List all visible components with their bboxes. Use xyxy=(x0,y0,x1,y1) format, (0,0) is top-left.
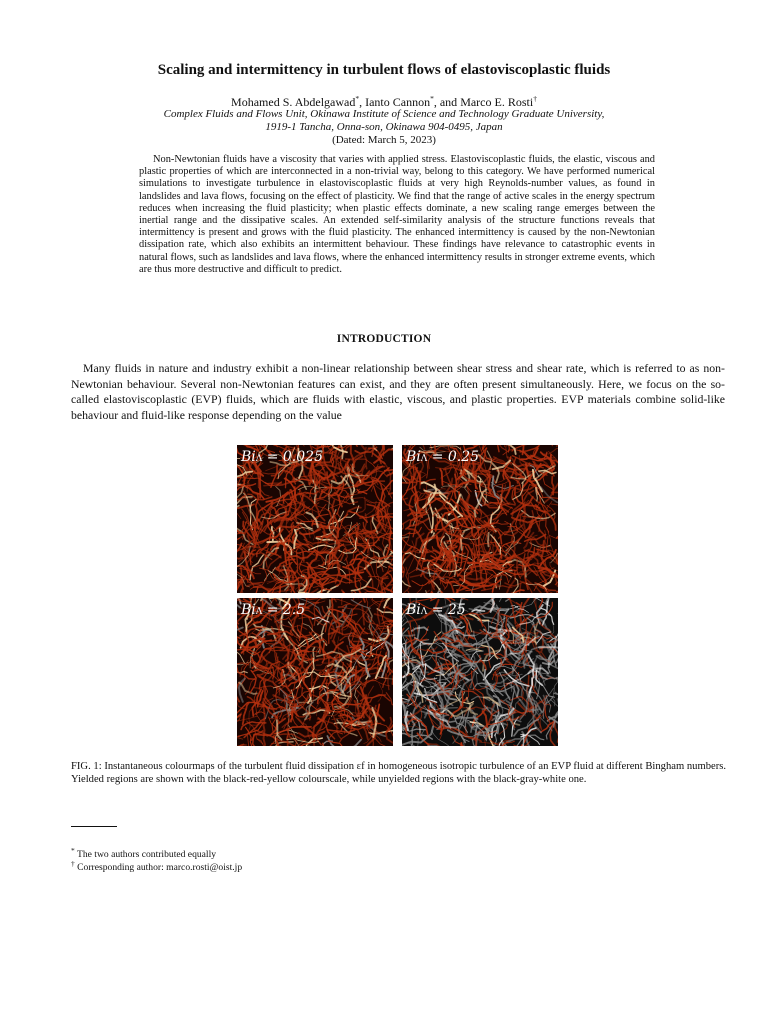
label-subscript: Λ xyxy=(255,454,263,464)
author-name: Mohamed S. Abdelgawad xyxy=(231,95,356,109)
figure-panel xyxy=(237,445,393,593)
label-value: = 0.025 xyxy=(262,449,323,465)
dissipation-colourmap xyxy=(237,445,393,593)
date-line: (Dated: March 5, 2023) xyxy=(332,134,436,146)
footnote-text: The two authors contributed equally xyxy=(74,849,217,861)
dissipation-colourmap xyxy=(402,445,558,593)
label-base: Bi xyxy=(406,449,421,465)
author-mark: * xyxy=(355,94,360,103)
figure-panel xyxy=(237,598,393,746)
figure-grid xyxy=(237,445,558,746)
affiliation-line: Complex Fluids and Flows Unit, Okinawa Institute of Science and Technology Graduate University, xyxy=(163,108,605,120)
figure-caption: FIG. 1: Instantaneous colourmaps of the turbulent fluid dissipation εf in homogeneous isotropic turbulence of an EVP fluid at different Bingham numbers. Yielded regions are shown with the black-red-yellow colourscale, while unyielded regions with the black-gray-white one. xyxy=(71,761,726,786)
panel-label xyxy=(406,602,466,618)
label-base: Bi xyxy=(406,602,421,618)
affiliation-line: 1919-1 Tancha, Onna-son, Okinawa 904-0495, Japan xyxy=(265,121,503,133)
footnote-mark: † xyxy=(71,859,75,868)
label-value: = 25 xyxy=(427,602,466,618)
label-subscript: Λ xyxy=(420,454,428,464)
author-mark: † xyxy=(533,94,537,103)
label-subscript: Λ xyxy=(420,607,428,617)
footnote-text: Corresponding author: marco.rosti@oist.jp xyxy=(74,862,243,874)
label-base: Bi xyxy=(241,449,256,465)
label-base: Bi xyxy=(241,602,256,618)
label-value: = 2.5 xyxy=(262,602,306,618)
panel-label xyxy=(241,602,305,618)
section-heading: INTRODUCTION xyxy=(336,333,432,345)
affiliation xyxy=(60,108,708,134)
author-name: Marco E. Rosti xyxy=(460,95,534,109)
footnote xyxy=(71,858,242,874)
dissipation-colourmap xyxy=(237,598,393,746)
author-separator: , and xyxy=(433,95,461,109)
abstract: Non-Newtonian fluids have a viscosity that varies with applied stress. Elastoviscoplastic fluids, the elastic, viscous and plastic properties of which are interconnected in a non-trivial way, belong to this category. We have performed numerical simulations to investigate turbulence in elastoviscoplastic fluids at very high Reynolds-number values, as found in landslides and lava flows, focusing on the effect of plasticity. We find that the range of active scales in the energy spectrum reduces when increasing the fluid plasticity; when plastic effects dominate, a new scaling range emerges between the inertial range and the dissipative scales. An extended self-similarity analysis of the structure functions reveals that intermittency is present and grows with the fluid plasticity. The enhanced intermittency is caused by the non-Newtonian dissipation rate, which also exhibits an intermittent behaviour. These findings have relevance to catastrophic events in natural flows, such as landslides and lava flows, where the enhanced intermittency results in stronger extreme events, which are thus more destructive and difficult to predict. xyxy=(139,154,655,275)
author-separator: , xyxy=(359,95,366,109)
panel-label xyxy=(406,449,479,465)
dissipation-colourmap xyxy=(402,598,558,746)
dissipation-filament xyxy=(264,725,266,745)
author-name: Ianto Cannon xyxy=(365,95,431,109)
intro-paragraph: Many fluids in nature and industry exhibit a non-linear relationship between shear stress and shear rate, which is referred to as non-Newtonian behaviour. Several non-Newtonian features can exist, and they are often present simultaneously. Here, we focus on the so-called elastoviscoplastic (EVP) fluids, which are fluids with elastic, viscous, and plastic properties. EVP materials combine solid-like behaviour and fluid-like response depending on the value xyxy=(71,361,725,422)
dissipation-filament xyxy=(419,560,436,561)
label-value: = 0.25 xyxy=(427,449,480,465)
figure-panel xyxy=(402,445,558,593)
footnote-mark: * xyxy=(71,846,75,855)
footnote-rule xyxy=(71,826,117,827)
label-subscript: Λ xyxy=(255,607,263,617)
panel-label xyxy=(241,449,323,465)
figure-panel xyxy=(402,598,558,746)
author-mark: * xyxy=(430,94,434,103)
paper-title: Scaling and intermittency in turbulent flows of elastoviscoplastic fluids xyxy=(157,62,611,78)
